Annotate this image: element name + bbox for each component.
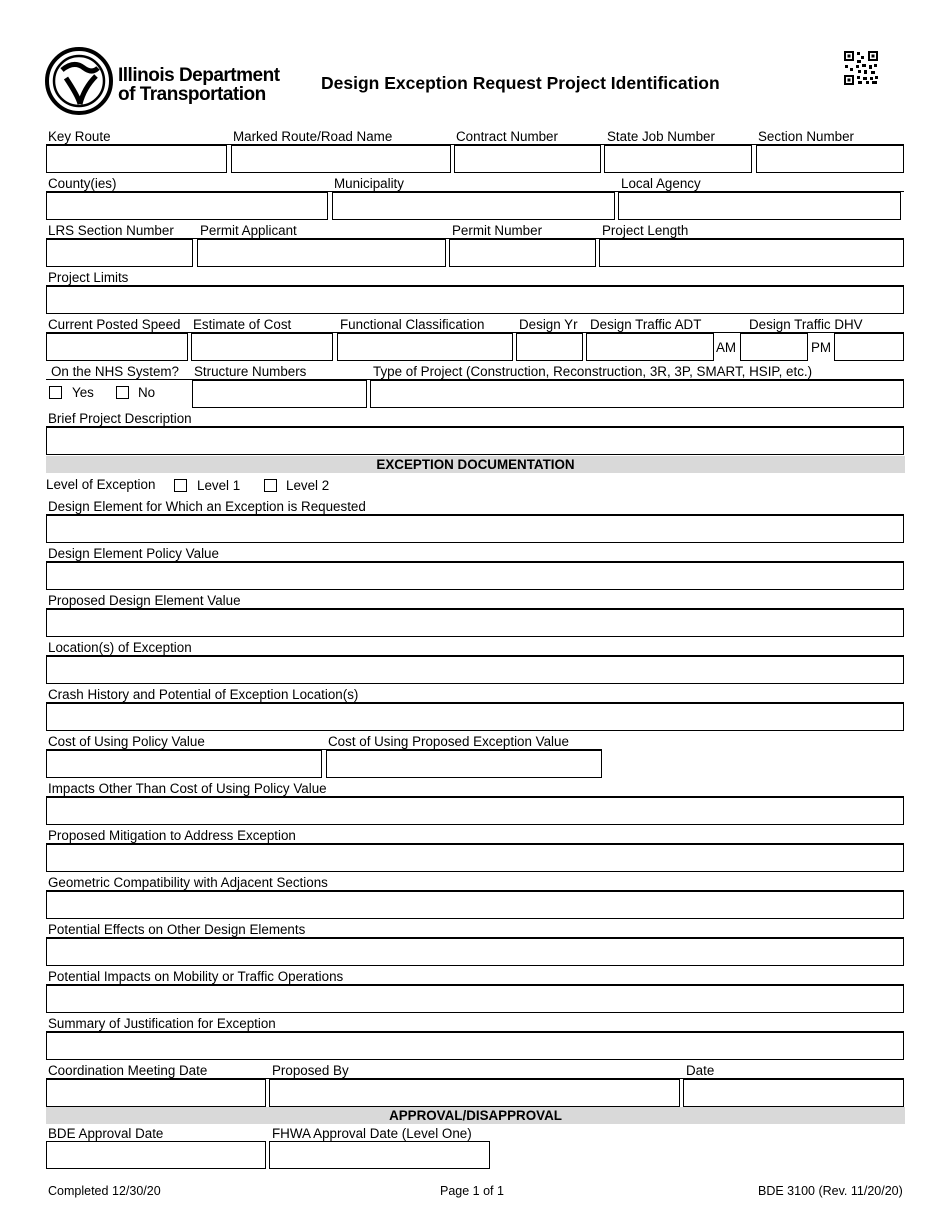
page-title: Design Exception Request Project Identification: [321, 73, 720, 93]
local-agency-field[interactable]: [618, 192, 901, 220]
permit-number-label: Permit Number: [452, 223, 543, 238]
permit-number-field[interactable]: [449, 239, 596, 267]
counties-label: County(ies): [48, 176, 117, 191]
local-agency-label: Local Agency: [621, 176, 701, 191]
proposed-value-field[interactable]: [46, 609, 904, 637]
proposed-value-label: Proposed Design Element Value: [48, 593, 241, 608]
on-nhs-label: On the NHS System?: [51, 364, 180, 379]
design-traffic-adt-field[interactable]: [586, 333, 714, 361]
design-traffic-am-field[interactable]: [740, 333, 808, 361]
nhs-yes-label: Yes: [72, 385, 94, 400]
summary-field[interactable]: [46, 1032, 904, 1060]
level-1-label: Level 1: [197, 478, 241, 493]
agency-line-1: Illinois Department: [118, 65, 280, 86]
design-element-label: Design Element for Which an Exception is Requested: [48, 499, 366, 514]
contract-number-label: Contract Number: [456, 129, 558, 144]
mitigation-field[interactable]: [46, 844, 904, 872]
marked-route-field[interactable]: [231, 145, 451, 173]
brief-description-field[interactable]: [46, 427, 904, 455]
lrs-section-number-field[interactable]: [46, 239, 193, 267]
coordination-date-label: Coordination Meeting Date: [48, 1063, 208, 1078]
page-number: Page 1 of 1: [440, 1184, 504, 1198]
level-2-checkbox[interactable]: [264, 479, 277, 492]
structure-numbers-field[interactable]: [192, 380, 367, 408]
locations-field[interactable]: [46, 656, 904, 684]
municipality-field[interactable]: [332, 192, 615, 220]
bde-approval-date-label: BDE Approval Date: [48, 1126, 164, 1141]
design-element-field[interactable]: [46, 515, 904, 543]
coordination-date-field[interactable]: [46, 1079, 266, 1107]
section-number-label: Section Number: [758, 129, 855, 144]
completed-date: 12/30/20: [112, 1184, 161, 1198]
municipality-label: Municipality: [334, 176, 404, 191]
idot-logo: [44, 46, 114, 116]
cost-proposed-field[interactable]: [326, 750, 602, 778]
cost-policy-field[interactable]: [46, 750, 322, 778]
project-length-field[interactable]: [599, 239, 904, 267]
idot-logo-icon: [44, 46, 114, 116]
agency-line-2: of Transportation: [118, 84, 266, 105]
structure-numbers-label: Structure Numbers: [194, 364, 307, 379]
current-posted-speed-field[interactable]: [46, 333, 188, 361]
design-traffic-pm-field[interactable]: [834, 333, 904, 361]
current-posted-speed-label: Current Posted Speed: [48, 317, 181, 332]
brief-description-label: Brief Project Description: [48, 411, 192, 426]
approval-heading: APPROVAL/DISAPPROVAL: [46, 1107, 905, 1124]
permit-applicant-label: Permit Applicant: [200, 223, 297, 238]
effects-other-label: Potential Effects on Other Design Elements: [48, 922, 306, 937]
level-1-checkbox[interactable]: [174, 479, 187, 492]
project-limits-label: Project Limits: [48, 270, 129, 285]
design-traffic-adt-label: Design Traffic ADT: [590, 317, 702, 332]
completed-label: Completed: [48, 1184, 109, 1198]
exception-documentation-heading: EXCEPTION DOCUMENTATION: [46, 456, 905, 473]
key-route-label: Key Route: [48, 129, 111, 144]
date-field[interactable]: [683, 1079, 904, 1107]
fhwa-approval-date-label: FHWA Approval Date (Level One): [272, 1126, 472, 1141]
key-route-field[interactable]: [46, 145, 227, 173]
marked-route-label: Marked Route/Road Name: [233, 129, 393, 144]
type-of-project-label: Type of Project (Construction, Reconstruction, 3R, 3P, SMART, HSIP, etc.): [373, 364, 813, 379]
level-2-label: Level 2: [286, 478, 330, 493]
mitigation-label: Proposed Mitigation to Address Exception: [48, 828, 296, 843]
design-traffic-dhv-label: Design Traffic DHV: [749, 317, 863, 332]
crash-history-field[interactable]: [46, 703, 904, 731]
summary-label: Summary of Justification for Exception: [48, 1016, 276, 1031]
bde-approval-date-field[interactable]: [46, 1141, 266, 1169]
section-number-field[interactable]: [756, 145, 904, 173]
qr-code: [844, 51, 878, 85]
form-id: BDE 3100 (Rev. 11/20/20): [758, 1184, 903, 1198]
pm-label: PM: [811, 340, 832, 355]
contract-number-field[interactable]: [454, 145, 601, 173]
mobility-field[interactable]: [46, 985, 904, 1013]
project-length-label: Project Length: [602, 223, 689, 238]
level-of-exception-label: Level of Exception: [46, 477, 156, 492]
proposed-by-label: Proposed By: [272, 1063, 349, 1078]
state-job-number-field[interactable]: [604, 145, 752, 173]
date-label: Date: [686, 1063, 715, 1078]
nhs-yes-checkbox[interactable]: [49, 386, 62, 399]
state-job-number-label: State Job Number: [607, 129, 715, 144]
impacts-other-label: Impacts Other Than Cost of Using Policy Value: [48, 781, 327, 796]
estimate-of-cost-label: Estimate of Cost: [193, 317, 292, 332]
design-yr-field[interactable]: [516, 333, 583, 361]
functional-classification-label: Functional Classification: [340, 317, 485, 332]
nhs-no-checkbox[interactable]: [116, 386, 129, 399]
policy-value-label: Design Element Policy Value: [48, 546, 219, 561]
functional-classification-field[interactable]: [337, 333, 513, 361]
effects-other-field[interactable]: [46, 938, 904, 966]
mobility-label: Potential Impacts on Mobility or Traffic Operations: [48, 969, 344, 984]
locations-label: Location(s) of Exception: [48, 640, 192, 655]
agency-name: [118, 66, 280, 104]
design-yr-label: Design Yr: [519, 317, 578, 332]
qr-code-icon: [844, 51, 878, 85]
cost-policy-label: Cost of Using Policy Value: [48, 734, 205, 749]
lrs-section-number-label: LRS Section Number: [48, 223, 174, 238]
permit-applicant-field[interactable]: [197, 239, 446, 267]
type-of-project-field[interactable]: [370, 380, 904, 408]
geometric-label: Geometric Compatibility with Adjacent Sections: [48, 875, 328, 890]
nhs-no-label: No: [138, 385, 156, 400]
project-limits-field[interactable]: [46, 286, 904, 314]
geometric-field[interactable]: [46, 891, 904, 919]
am-label: AM: [716, 340, 737, 355]
policy-value-field[interactable]: [46, 562, 904, 590]
cost-proposed-label: Cost of Using Proposed Exception Value: [328, 734, 569, 749]
crash-history-label: Crash History and Potential of Exception Location(s): [48, 687, 359, 702]
estimate-of-cost-field[interactable]: [191, 333, 333, 361]
impacts-other-field[interactable]: [46, 797, 904, 825]
proposed-by-field[interactable]: [269, 1079, 680, 1107]
counties-field[interactable]: [46, 192, 328, 220]
fhwa-approval-date-field[interactable]: [269, 1141, 490, 1169]
